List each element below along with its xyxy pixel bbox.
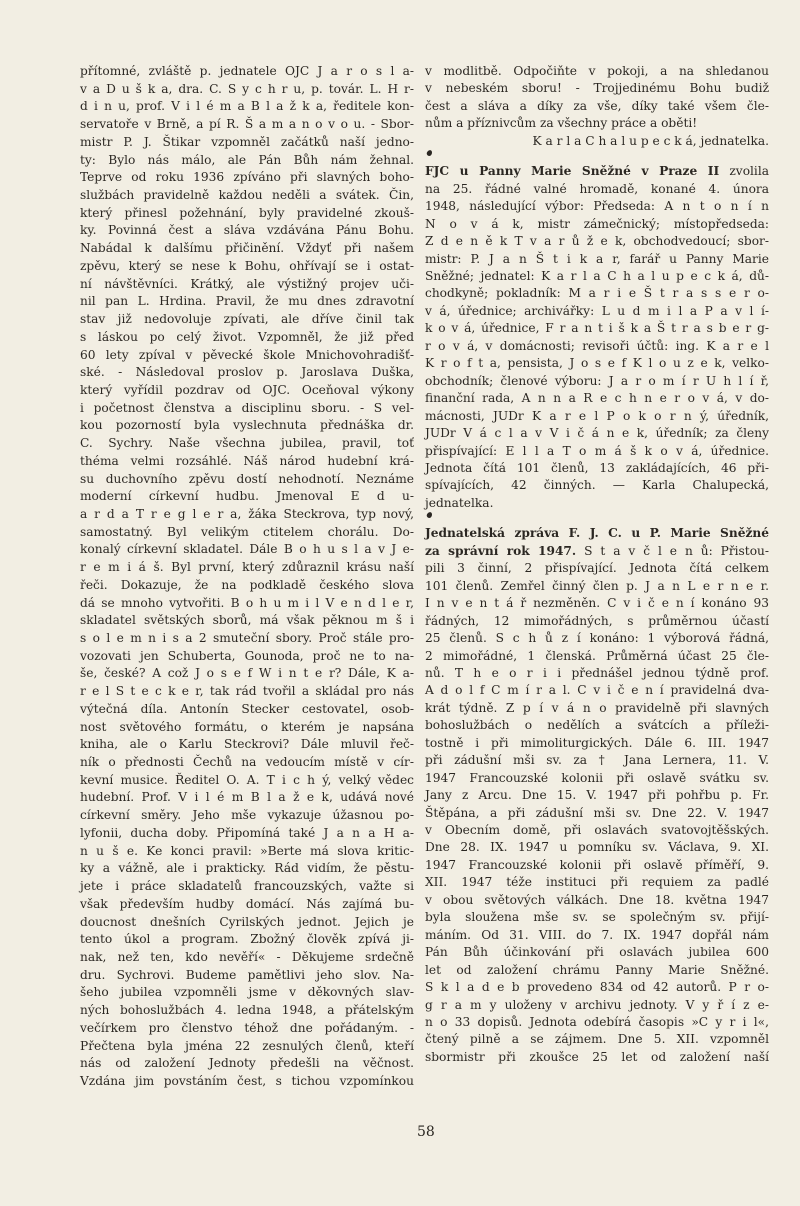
text-line [425, 752, 769, 769]
line-text: přispívající: E l l a T o m á š k o v á, úřednice. [425, 443, 769, 458]
text-line [425, 962, 769, 979]
text-line [425, 1031, 769, 1048]
text-line: kou pozorností byla vyslechnuta přednáška dr. [80, 418, 414, 433]
text-line: večírkem pro členstvo téhož dne pořádaným. - [80, 1020, 414, 1035]
line-text: v modlitbě. Odpočiňte v pokoji, a na shledanou [425, 64, 769, 78]
text-line: C. Sychry. Naše všechna jubilea, pravil, toť [80, 436, 414, 451]
text-line [425, 543, 769, 560]
text-line [425, 443, 769, 460]
text-line [425, 320, 769, 337]
text-line: še, české? A což J o s e f W i n t e r? Dále, K a- [80, 666, 414, 681]
text-line: n u š e. Ke konci pravil: »Berte má slova kritic- [80, 843, 414, 858]
text-line: církevní směry. Jeho mše vykazuje úžasnou po- [80, 808, 414, 823]
paragraph [425, 163, 769, 512]
line-text: 101 členů. Zemřel činný člen p. J a n L e r n e r. [425, 578, 769, 593]
text-line: kniha, ale o Karlu Steckrovi? Dále mluvil řeč- [80, 737, 414, 752]
text-line [425, 979, 769, 996]
line-text: A d o l f C m í r a l. C v i č e n í pravidelná dva- [425, 683, 769, 698]
section-heading: FJC u Panny Marie Sněžné v Praze II [425, 164, 720, 179]
line-text: g r a m y uloženy v archivu jednoty. V y ř í z e- [425, 997, 769, 1012]
text-line: ných bohoslužbách 4. ledna 1948, a přátelským [80, 1003, 414, 1018]
line-text: byla sloužena mše sv. se společným sv. přijí- [425, 910, 769, 925]
line-text: zvolila [719, 164, 769, 179]
line-text: v á, úřednice; archivářky: L u d m i l a P a v l í- [425, 303, 769, 318]
text-line [425, 648, 769, 665]
text-line: vozovati jen Schuberta, Gounoda, proč ne to na- [80, 648, 414, 663]
text-line [425, 857, 769, 874]
text-line [425, 460, 769, 477]
line-text: finanční rada, A n n a R e c h n e r o v á, v do- [425, 391, 769, 406]
line-text: 1947 Francouzské kolonii při oslavě příměří, 9. [425, 857, 769, 872]
text-line [425, 839, 769, 856]
text-line [425, 373, 769, 390]
text-line [425, 251, 769, 268]
text-line: zpěvu, který se nese k Bohu, ohřívají se i ostat- [80, 258, 414, 273]
line-text: n o 33 dopisů. Jednota odebírá časopis »C y r i l«, [425, 1015, 769, 1030]
bullet-icon [426, 511, 433, 519]
line-text: Jany z Arcu. Dne 15. V. 1947 při pohřbu p. Fr. [425, 788, 769, 803]
text-line: nás od založení Jednoty předešli na věčnost. [80, 1056, 414, 1071]
line-text: Pán Bůh účinkování při oslavách jubilea 600 [425, 945, 769, 960]
text-line: v a D u š k a, dra. C. S y c h r u, p. továr. L. H r- [80, 81, 414, 96]
right-column [425, 63, 769, 1066]
text-line: su duchovního zpěvu dostí nehodnotí. Neznáme [80, 471, 414, 486]
left-column [80, 63, 414, 1091]
line-text: 25 členů. S c h ů z í konáno: 1 výborová řádná, [425, 631, 769, 646]
text-line [425, 268, 769, 285]
text-line [425, 216, 769, 233]
text-line: ník o přednosti Čechů na vedoucím místě v cír- [80, 755, 414, 770]
text-line [425, 355, 769, 372]
text-line: nost světového formátu, o kterém je napsána [80, 719, 414, 734]
line-text: nům a příznivcům za všechny práce a oběti! [425, 116, 698, 131]
line-text: krát týdně. Z p í v á n o pravidelně při slavných [425, 700, 769, 715]
line-text: S t a v č l e n ů: Přistou- [576, 543, 769, 558]
line-text: 2 mimořádné, 1 členská. Průměrná účast 25 čle- [425, 648, 769, 663]
text-line [425, 198, 769, 215]
text-line [425, 630, 769, 647]
text-line: s o l e m n i s a 2 smuteční sbory. Proč stále pro- [80, 631, 414, 645]
text-line [425, 578, 769, 595]
text-line: přítomné, zvláště p. jednatele OJC J a r o s l a- [80, 64, 414, 78]
text-line: théma velmi rozsáhlé. Náš národ hudební krá- [80, 453, 414, 468]
text-line [425, 770, 769, 787]
text-line: ky. Povinná čest a sláva vzdávána Pánu Bohu. [80, 223, 414, 238]
text-line [425, 477, 769, 494]
text-line: ty: Bylo nás málo, ale Pán Bůh nám žehnal. [80, 152, 414, 167]
section-separator [425, 150, 769, 163]
text-line: řeči. Dokazuje, že na podkladě českého slova [80, 577, 414, 592]
text-line: samostatný. Byl velikým ctitelem chorálu. Do- [80, 524, 414, 539]
line-text: na 25. řádné valné hromadě, konané 4. února [425, 181, 769, 196]
text-line: ní návštěvníci. Krátký, ale výstižný projev uči- [80, 276, 414, 291]
text-line: servatoře v Brně, a pí R. Š a m a n o v o u. - Sbor- [80, 117, 414, 132]
line-text: v Obecním domě, při oslavách svatovojtěšských. [425, 823, 769, 838]
text-line [425, 1049, 769, 1066]
text-line [425, 338, 769, 355]
line-text: N o v á k, mistr zámečnický; místopředseda: [425, 216, 769, 231]
line-text: čest a sláva a díky za vše, díky také všem čle- [425, 98, 769, 113]
paragraph [425, 63, 769, 150]
text-line: službách pravidelně každou neděli a svátek. Čin, [80, 188, 414, 203]
text-line: ky a vážně, ale i prakticky. Rád vidím, že pěstu- [80, 861, 414, 876]
line-text: spívajících, 42 činných. — Karla Chalupecká, [425, 478, 769, 493]
text-line: moderní církevní hudbu. Jmenoval E d u- [80, 489, 414, 504]
line-text: Dne 28. IX. 1947 u pomníku sv. Václava, 9. XI. [425, 840, 769, 855]
line-text: r o v á, v domácnosti; revisoři účtů: ing. K a r e l [425, 338, 769, 353]
text-line [425, 944, 769, 961]
section-separator [425, 512, 769, 525]
text-line: však především hudby domácí. Nás zajímá bu- [80, 896, 414, 911]
text-line: Přečtena byla jména 22 zesnulých členů, kteří [80, 1038, 414, 1053]
text-line: i početnost členstva a disciplinu sboru. - S vel- [80, 400, 414, 415]
text-line [425, 495, 769, 512]
text-line: stav již nedovoluje zpívati, ale dříve činil tak [80, 312, 414, 327]
line-text: máním. Od 31. VIII. do 7. IX. 1947 dopřál nám [425, 927, 769, 942]
line-text: čtený pilně a se zájmem. Dne 5. XII. vzpomněl [425, 1032, 769, 1047]
text-line [425, 285, 769, 302]
text-line: hudební. Prof. V i l é m B l a ž e k, udává nové [80, 790, 414, 805]
text-line [425, 717, 769, 734]
line-text: sbormistr při zkoušce 25 let od založení naší [425, 1049, 769, 1064]
line-text: mácnosti, JUDr K a r e l P o k o r n ý, úředník, [425, 408, 769, 423]
line-text: XII. 1947 téže instituci při requiem za padlé [425, 875, 769, 890]
text-line [425, 80, 769, 97]
line-text: v nebeském sboru! - Trojjedinému Bohu budiž [425, 81, 769, 96]
text-line [425, 682, 769, 699]
text-line [425, 408, 769, 425]
line-text: I n v e n t á ř nezměněn. C v i č e n í konáno 93 [425, 596, 769, 611]
text-line: skladatel světských sborů, má však pěknou m š i [80, 613, 414, 628]
text-line [425, 822, 769, 839]
text-line: lyfonii, ducha doby. Připomíná také J a n a H a- [80, 825, 414, 840]
text-line [425, 787, 769, 804]
text-line [425, 665, 769, 682]
text-line: kevní musice. Ředitel O. A. T i c h ý, velký vědec [80, 772, 414, 787]
line-text: JUDr V á c l a v V i č á n e k, úředník; za členy [425, 426, 769, 441]
page-number: 58 [417, 1124, 435, 1140]
text-line: tento úkol a program. Zbožný člověk zpívá ji- [80, 932, 414, 947]
text-line [425, 163, 769, 180]
text-line [425, 115, 769, 132]
text-line: r e l S t e c k e r, tak rád tvořil a skládal pro nás [80, 684, 414, 699]
line-text: 1947 Francouzské kolonii při oslavě svátku sv. [425, 770, 769, 785]
text-line [425, 1014, 769, 1031]
text-line: nil pan L. Hrdina. Pravil, že mu dnes zdravotní [80, 294, 414, 309]
text-line: dru. Sychrovi. Budeme pamětlivi jeho slov. Na- [80, 967, 414, 982]
text-line [425, 233, 769, 250]
line-text: v obou světových válkách. Dne 18. května 1947 [425, 892, 769, 907]
line-text: 1948, následující výbor: Předseda: A n t o n í n [425, 199, 769, 214]
text-line: výtečná díla. Antonín Stecker cestovatel, osob- [80, 701, 414, 716]
line-text: Sněžné; jednatel: K a r l a C h a l u p e c k á, dů- [425, 268, 769, 283]
text-line: mistr P. J. Štikar vzpomněl začátků naší jedno- [80, 134, 414, 149]
text-line: konalý církevní skladatel. Dále B o h u s l a v J e- [80, 542, 414, 557]
text-line [425, 997, 769, 1014]
text-line [425, 892, 769, 909]
text-line: Teprve od roku 1936 zpíváno při slavných boho- [80, 170, 414, 185]
text-line [425, 425, 769, 442]
text-line [425, 63, 769, 80]
text-line [425, 560, 769, 577]
paragraph [425, 525, 769, 1066]
text-line [425, 525, 769, 542]
signature-line [425, 133, 769, 150]
text-line [425, 390, 769, 407]
line-text: chodkyně; pokladník: M a r i e Š t r a s s e r o- [425, 286, 769, 301]
text-line: který vyřídil pozdrav od OJC. Oceňoval výkony [80, 382, 414, 397]
text-line [425, 927, 769, 944]
line-text: k o v á, úřednice, F r a n t i š k a Š t r a s b e r g- [425, 321, 769, 336]
line-text: Štěpána, a při zádušní mši sv. Dne 22. V. 1947 [425, 805, 769, 820]
text-line: dá se mnoho vytvořiti. B o h u m i l V e n d l e r, [80, 595, 414, 610]
text-line [425, 735, 769, 752]
text-line: 60 lety zpíval v pěvecké škole Mnichovohradišť- [80, 347, 414, 362]
text-line [425, 181, 769, 198]
line-text: obchodník; členové výboru: J a r o m í r U h l í ř, [425, 373, 769, 388]
section-heading: Jednatelská zpráva F. J. C. u P. Marie Sněžné [425, 526, 769, 541]
line-text: Jednota čítá 101 členů, 13 zakládajících, 46 při- [425, 460, 769, 475]
bullet-icon [426, 149, 433, 157]
text-line: d i n u, prof. V i l é m a B l a ž k a, ředitele kon- [80, 99, 414, 114]
line-text: Z d e n ě k T v a r ů ž e k, obchodvedoucí; sbor- [425, 234, 769, 249]
line-text: let od založení chrámu Panny Marie Sněžné. [425, 962, 769, 977]
text-line: ské. - Následoval proslov p. Jaroslava Duška, [80, 365, 414, 380]
text-line: šeho jubilea vzpomněli jsme v děkovných slav- [80, 985, 414, 1000]
text-line [425, 613, 769, 630]
text-line [425, 700, 769, 717]
line-text: bohoslužbách o nedělích a svátcích a příleži- [425, 718, 769, 733]
text-line: který přinesl požehnání, byly pravidelné zkouš- [80, 205, 414, 220]
line-text: řádných, 12 mimořádných, s průměrnou účastí [425, 613, 769, 628]
line-text: K r o f t a, pensista, J o s e f K l o u z e k, velko- [425, 356, 769, 371]
text-line: Nabádal k dalšímu přičinění. Vždyť při našem [80, 241, 414, 256]
line-text: K a r l a C h a l u p e c k á, jednatelka. [532, 133, 769, 148]
text-line [425, 805, 769, 822]
text-line [425, 595, 769, 612]
text-line: r e m i á š. Byl první, který zdůraznil krásu naší [80, 560, 414, 575]
line-text: nů. T h e o r i i přednášel jednou týdně prof. [425, 665, 769, 680]
line-text: mistr: P. J a n Š t i k a r, farář u Panny Marie [425, 251, 769, 266]
text-line [425, 98, 769, 115]
text-line: a r d a T r e g l e r a, žáka Steckrova, typ nový, [80, 506, 414, 521]
section-heading: za správní rok 1947. [425, 543, 577, 558]
line-text: při zádušní mši sv. za † Jana Lernera, 11. V. [425, 753, 769, 768]
line-text: tostně i při mimoliturgických. Dále 6. III. 1947 [425, 735, 769, 750]
text-line: Vzdána jim povstáním čest, s tichou vzpomínkou [80, 1073, 414, 1088]
text-line [425, 303, 769, 320]
text-line: doucnost dnešních Cyrilských jednot. Jejich je [80, 914, 414, 929]
text-line: s láskou po celý život. Vzpomněl, že již před [80, 329, 414, 344]
line-text: pili 3 činní, 2 přispívající. Jednota čítá celkem [425, 561, 769, 576]
text-line [425, 874, 769, 891]
line-text: S k l a d e b provedeno 834 od 42 autorů. P r o- [425, 980, 769, 995]
line-text: jednatelka. [425, 495, 494, 510]
text-line: nak, než ten, kdo nevěří« - Děkujeme srdečně [80, 949, 414, 964]
text-line: jete i práce skladatelů francouzských, važte si [80, 879, 414, 894]
text-line [425, 909, 769, 926]
